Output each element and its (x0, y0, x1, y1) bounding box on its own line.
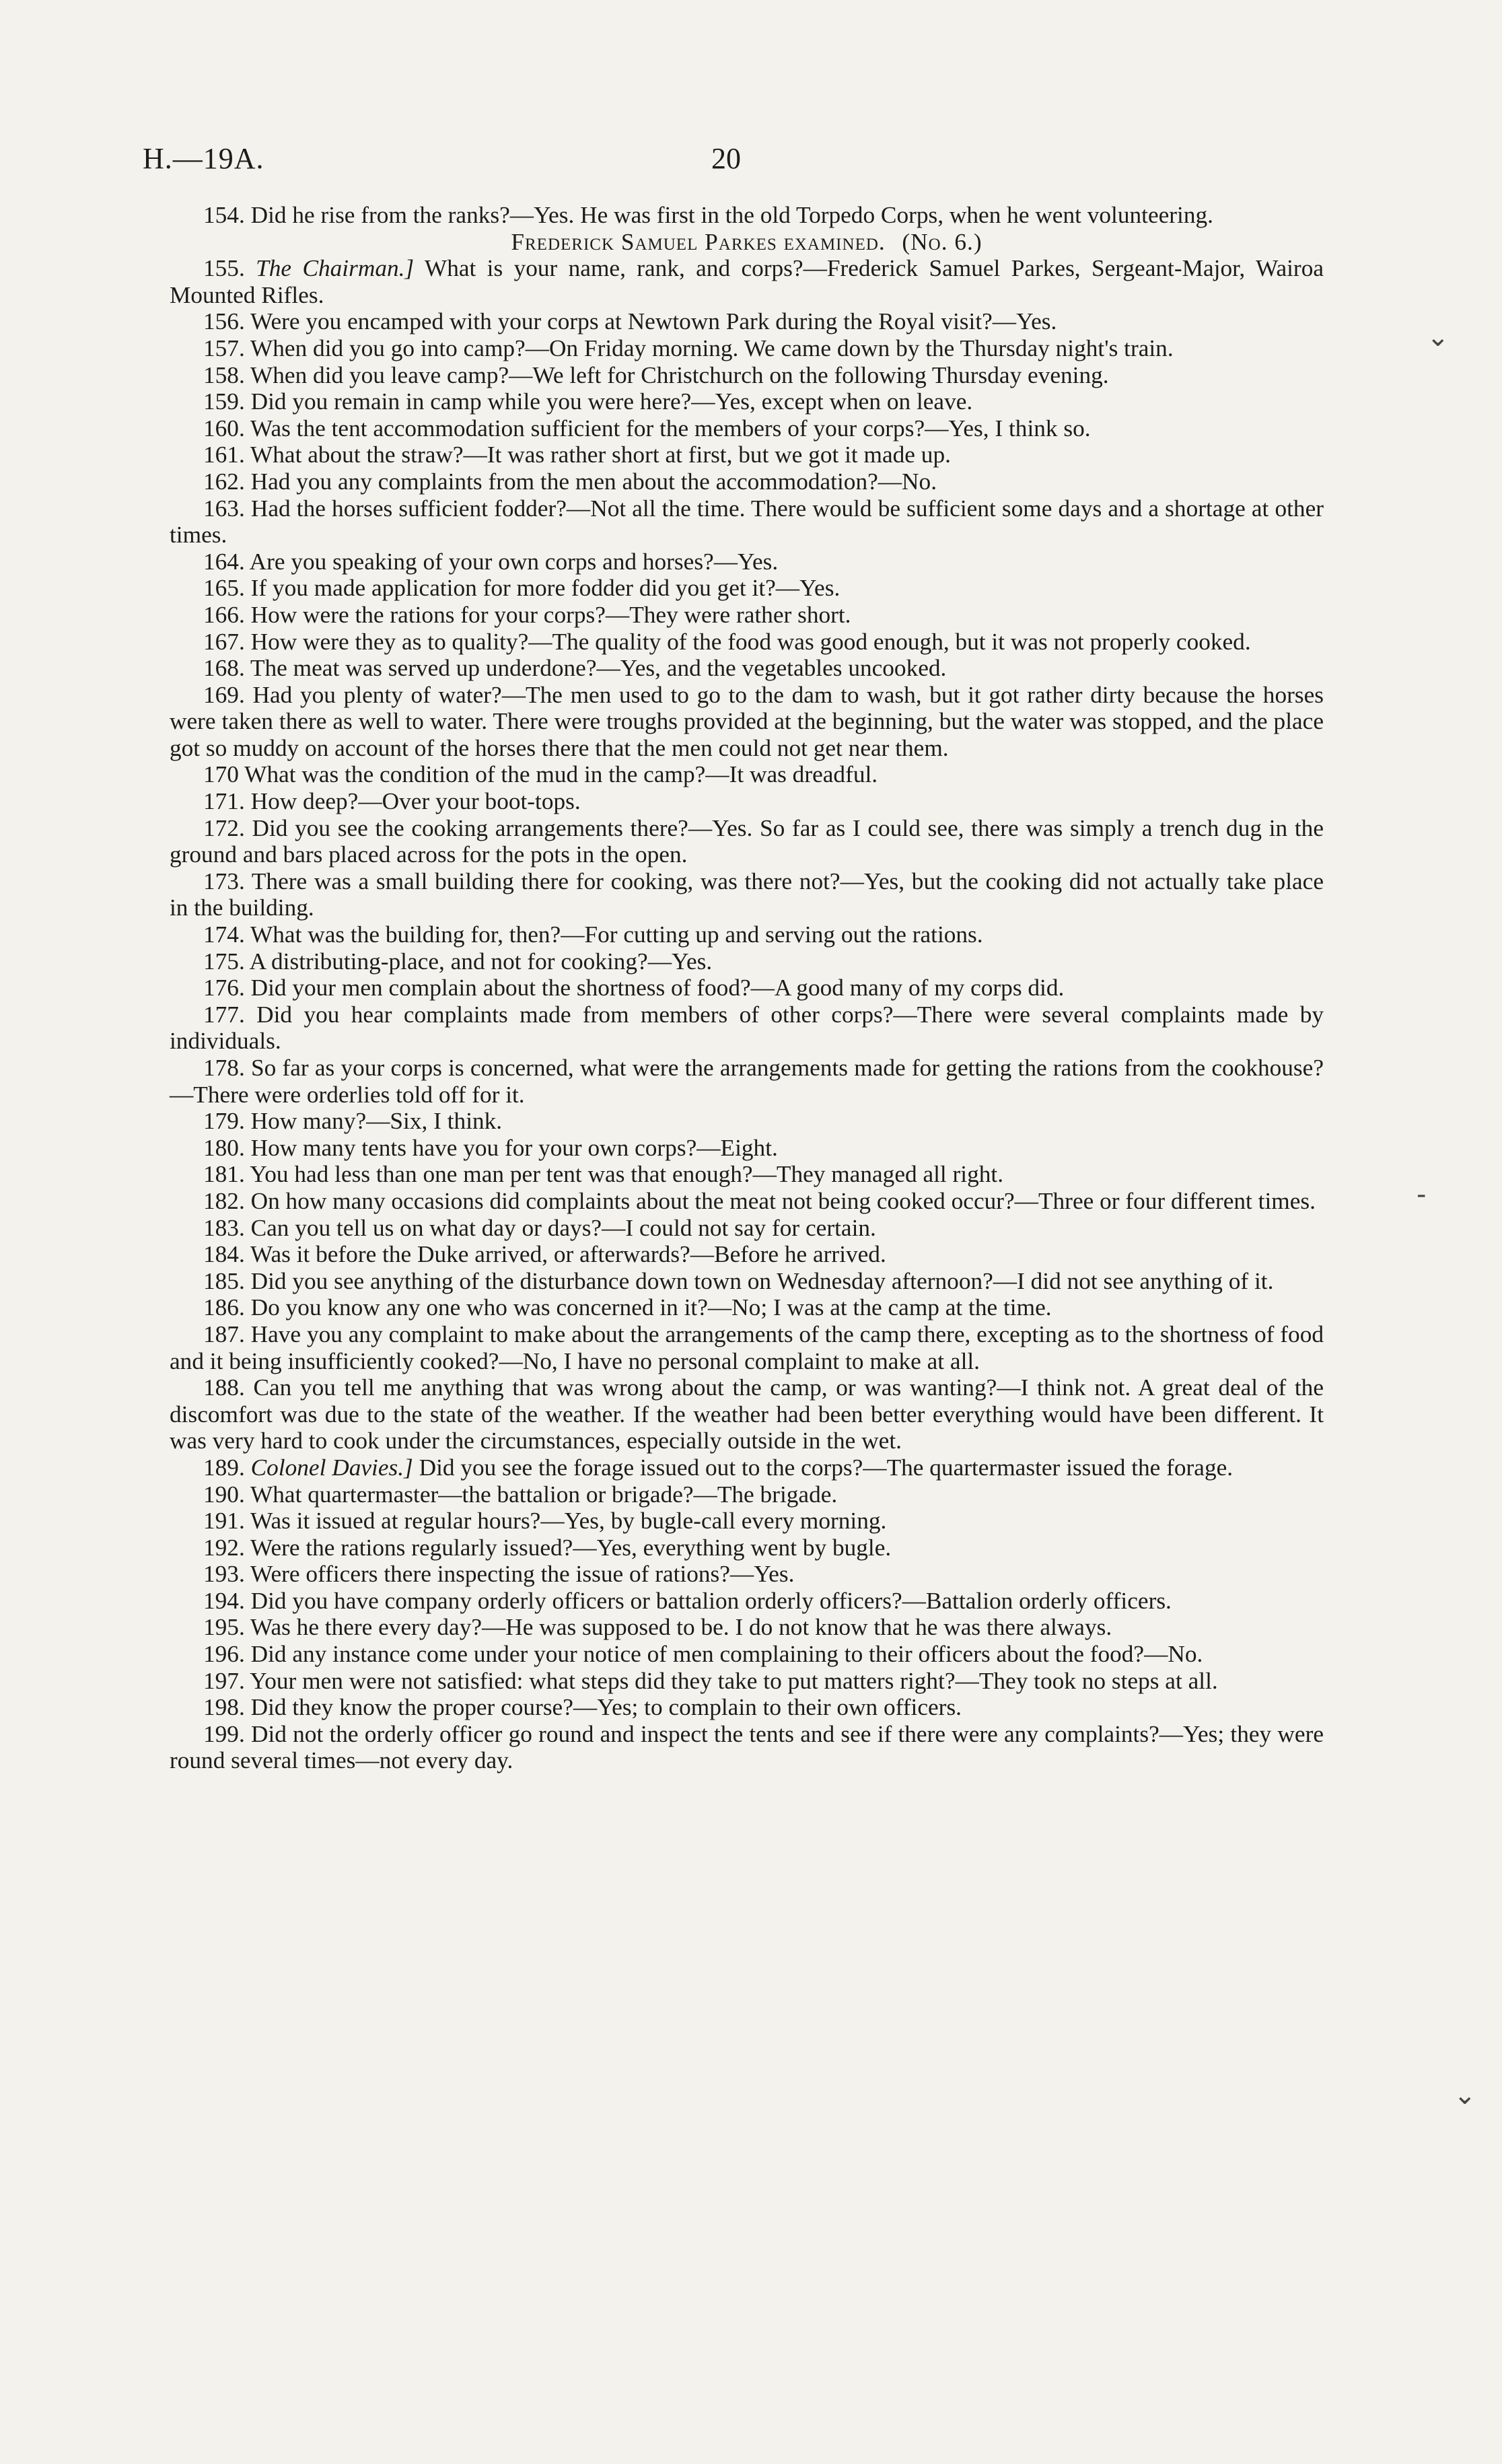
question-paragraph (170, 761, 1324, 788)
question-paragraph (170, 629, 1324, 656)
question-paragraph (170, 1454, 1324, 1481)
question-text: 171. How deep?—Over your boot-tops. (203, 788, 581, 815)
question-paragraph (170, 682, 1324, 762)
question-text: 168. The meat was served up underdone?—Yes, and the vegetables uncooked. (203, 655, 947, 682)
question-text: 170 What was the condition of the mud in the camp?—It was dreadful. (203, 761, 878, 788)
question-text: 180. How many tents have you for your own corps?—Eight. (203, 1134, 778, 1161)
question-paragraph (170, 1001, 1324, 1055)
question-paragraph (170, 1055, 1324, 1108)
question-paragraph (170, 1108, 1324, 1135)
question-text: 191. Was it issued at regular hours?—Yes, by bugle-call every morning. (203, 1508, 887, 1535)
question-text: 161. What about the straw?—It was rather short at first, but we got it made up. (203, 442, 951, 468)
question-paragraph (170, 1321, 1324, 1374)
question-text: 157. When did you go into camp?—On Friday morning. We came down by the Thursday night's train. (203, 335, 1174, 361)
question-number: 189. (203, 1454, 245, 1481)
question-paragraph (170, 1161, 1324, 1188)
question-paragraph (170, 1241, 1324, 1268)
question-text: 182. On how many occasions did complaints about the meat not being cooked occur?—Three or four different times. (203, 1187, 1316, 1214)
question-text: 185. Did you see anything of the disturbance down town on Wednesday afternoon?—I did not see anything of it. (203, 1267, 1274, 1294)
margin-tick-mark: ⌄ (1427, 322, 1450, 353)
question-text: 178. So far as your corps is concerned, what were the arrangements made for getting the rations from the cookhouse?—There were orderlies told off for it. (170, 1055, 1324, 1108)
question-paragraph (170, 1561, 1324, 1588)
question-text: 159. Did you remain in camp while you were here?—Yes, except when on leave. (203, 388, 973, 415)
margin-tick-mark: - (1417, 1179, 1427, 1210)
question-paragraph (170, 788, 1324, 815)
question-text: Did you see the forage issued out to the corps?—The quartermaster issued the forage. (419, 1454, 1233, 1481)
question-text: 156. Were you encamped with your corps at Newtown Park during the Royal visit?—Yes. (203, 308, 1057, 335)
question-paragraph (170, 202, 1324, 229)
question-paragraph (170, 1215, 1324, 1242)
question-text: 183. Can you tell us on what day or days?—I could not say for certain. (203, 1214, 876, 1241)
question-text: 175. A distributing-place, and not for cooking?—Yes. (203, 948, 713, 975)
question-text: 197. Your men were not satisfied: what steps did they take to put matters right?—They took no steps at all. (203, 1667, 1218, 1694)
question-text: 188. Can you tell me anything that was wrong about the camp, or was wanting?—I think not. A great deal of the discomfort was due to the state of the weather. If the weather had been better everything would have been different. It was very hard to cook under the circumstances, especially outside in the wet. (170, 1374, 1324, 1454)
document-reference: H.—19A. (143, 142, 264, 175)
question-paragraph (170, 388, 1324, 415)
question-paragraph (170, 1508, 1324, 1535)
question-text: 163. Had the horses sufficient fodder?—Not all the time. There would be sufficient some days and a shortage at other times. (170, 495, 1324, 549)
question-paragraph (170, 1294, 1324, 1321)
question-text: 173. There was a small building there for cooking, was there not?—Yes, but the cooking did not actually take place in the building. (170, 868, 1324, 921)
question-text: 158. When did you leave camp?—We left for Christchurch on the following Thursday evening. (203, 361, 1109, 388)
question-text: 160. Was the tent accommodation sufficient for the members of your corps?—Yes, I think so. (203, 415, 1091, 442)
witness-heading (170, 229, 1324, 256)
question-paragraph (170, 1188, 1324, 1215)
question-text: 174. What was the building for, then?—For cutting up and serving out the rations. (203, 921, 983, 948)
question-text: 164. Are you speaking of your own corps and horses?—Yes. (203, 548, 779, 575)
question-text: 196. Did any instance come under your notice of men complaining to their officers about the food?—No. (203, 1641, 1203, 1668)
question-paragraph (170, 1614, 1324, 1641)
question-paragraph (170, 602, 1324, 629)
question-text: 167. How were they as to quality?—The quality of the food was good enough, but it was not properly cooked. (203, 628, 1251, 655)
question-paragraph (170, 815, 1324, 868)
witness-name: Frederick Samuel Parkes examined. (511, 228, 886, 255)
question-paragraph (170, 308, 1324, 335)
question-text: 195. Was he there every day?—He was supposed to be. I do not know that he was there always. (203, 1614, 1112, 1641)
margin-tick-mark: ⌄ (1454, 2080, 1476, 2111)
question-text: 186. Do you know any one who was concerned in it?—No; I was at the camp at the time. (203, 1294, 1052, 1321)
question-text: 193. Were officers there inspecting the issue of rations?—Yes. (203, 1561, 795, 1588)
question-paragraph (170, 335, 1324, 362)
question-text: 176. Did your men complain about the shortness of food?—A good many of my corps did. (203, 975, 1065, 1001)
question-text: 162. Had you any complaints from the men about the accommodation?—No. (203, 468, 937, 495)
document-body (170, 202, 1324, 1774)
question-paragraph (170, 975, 1324, 1001)
witness-number: (No. 6.) (902, 228, 982, 255)
question-paragraph (170, 1374, 1324, 1454)
question-paragraph (170, 442, 1324, 468)
question-text: 169. Had you plenty of water?—The men used to go to the dam to wash, but it got rather dirty because the horses were taken there as well to water. There were troughs provided at the beginning, but the water was stopped, and the place got so muddy on account of the horses there that the men could not get near them. (170, 681, 1324, 761)
question-paragraph (170, 1268, 1324, 1295)
question-paragraph (170, 1588, 1324, 1615)
question-paragraph (170, 415, 1324, 442)
question-text: 198. Did they know the proper course?—Yes; to complain to their own officers. (203, 1694, 962, 1721)
question-number: 155. (203, 255, 245, 282)
question-paragraph (170, 255, 1324, 308)
speaker-name: The Chairman.] (256, 255, 415, 282)
question-text: 187. Have you any complaint to make about the arrangements of the camp there, excepting as to the shortness of food and it being insufficiently cooked?—No, I have no personal complaint to make at all. (170, 1321, 1324, 1374)
question-text: 177. Did you hear complaints made from members of other corps?—There were several complaints made by individuals. (170, 1001, 1324, 1055)
question-text: 190. What quartermaster—the battalion or brigade?—The brigade. (203, 1481, 838, 1508)
question-text: 181. You had less than one man per tent was that enough?—They managed all right. (203, 1161, 1004, 1188)
question-paragraph (170, 1135, 1324, 1162)
question-text: What is your name, rank, and corps?—Frederick Samuel Parkes, Sergeant-Major, Wairoa Mounted Rifles. (170, 255, 1324, 308)
question-paragraph (170, 921, 1324, 948)
question-paragraph (170, 1641, 1324, 1668)
question-paragraph (170, 1535, 1324, 1561)
question-paragraph (170, 1721, 1324, 1774)
question-paragraph (170, 1481, 1324, 1508)
question-paragraph (170, 495, 1324, 549)
question-text: 179. How many?—Six, I think. (203, 1108, 503, 1135)
question-text: 154. Did he rise from the ranks?—Yes. He was first in the old Torpedo Corps, when he went volunteering. (203, 202, 1213, 228)
question-paragraph (170, 362, 1324, 389)
page-number: 20 (711, 142, 741, 175)
question-paragraph (170, 868, 1324, 921)
question-text: 194. Did you have company orderly officers or battalion orderly officers?—Battalion orderly officers. (203, 1587, 1172, 1614)
question-paragraph (170, 575, 1324, 602)
question-text: 165. If you made application for more fodder did you get it?—Yes. (203, 575, 841, 602)
question-text: 166. How were the rations for your corps?—They were rather short. (203, 601, 851, 628)
question-text: 184. Was it before the Duke arrived, or afterwards?—Before he arrived. (203, 1241, 886, 1268)
speaker-name: Colonel Davies.] (250, 1454, 413, 1481)
running-header (143, 141, 1324, 179)
question-paragraph (170, 655, 1324, 682)
question-text: 192. Were the rations regularly issued?—Yes, everything went by bugle. (203, 1534, 892, 1561)
question-text: 199. Did not the orderly officer go round and inspect the tents and see if there were any complaints?—Yes; they were round several times—not every day. (170, 1720, 1324, 1774)
question-paragraph (170, 549, 1324, 575)
question-paragraph (170, 1694, 1324, 1721)
question-paragraph (170, 468, 1324, 495)
question-paragraph (170, 1668, 1324, 1695)
question-text: 172. Did you see the cooking arrangements there?—Yes. So far as I could see, there was simply a trench dug in the ground and bars placed across for the pots in the open. (170, 814, 1324, 868)
question-paragraph (170, 948, 1324, 975)
